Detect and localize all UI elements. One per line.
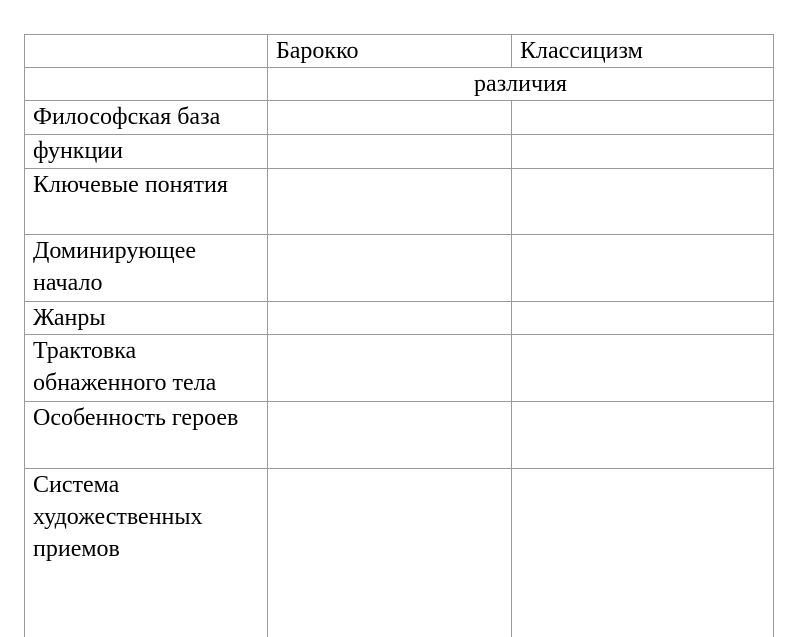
row-label: Особенность героев [25, 402, 268, 469]
baroque-cell [268, 235, 512, 302]
classicism-cell [512, 335, 774, 402]
classicism-cell [512, 101, 774, 135]
classicism-cell [512, 169, 774, 235]
classicism-cell [512, 235, 774, 302]
table-row [25, 235, 774, 302]
row-label: Философская база [25, 101, 268, 135]
classicism-cell [512, 402, 774, 469]
baroque-cell [268, 402, 512, 469]
classicism-cell [512, 302, 774, 335]
table-row [25, 135, 774, 169]
row-label: Трактовка обнаженного тела [25, 335, 268, 402]
header-row [25, 35, 774, 68]
subheader-empty-cell [25, 68, 268, 101]
baroque-cell [268, 302, 512, 335]
classicism-cell [512, 469, 774, 637]
baroque-cell [268, 169, 512, 235]
subheader-row [25, 68, 774, 101]
header-empty-cell [25, 35, 268, 68]
header-classicism: Классицизм [512, 35, 774, 68]
table-row [25, 469, 774, 637]
row-label: Жанры [25, 302, 268, 335]
classicism-cell [512, 135, 774, 169]
row-label: Система художественных приемов [25, 469, 268, 637]
table-row [25, 402, 774, 469]
baroque-cell [268, 101, 512, 135]
table-row [25, 169, 774, 235]
table-row [25, 335, 774, 402]
row-label: Доминирующее начало [25, 235, 268, 302]
table-row [25, 302, 774, 335]
baroque-cell [268, 135, 512, 169]
row-label: Ключевые понятия [25, 169, 268, 235]
comparison-table [24, 34, 774, 637]
row-label: функции [25, 135, 268, 169]
table-row [25, 101, 774, 135]
subheader-differences: различия [268, 68, 774, 101]
header-baroque: Барокко [268, 35, 512, 68]
baroque-cell [268, 469, 512, 637]
baroque-cell [268, 335, 512, 402]
